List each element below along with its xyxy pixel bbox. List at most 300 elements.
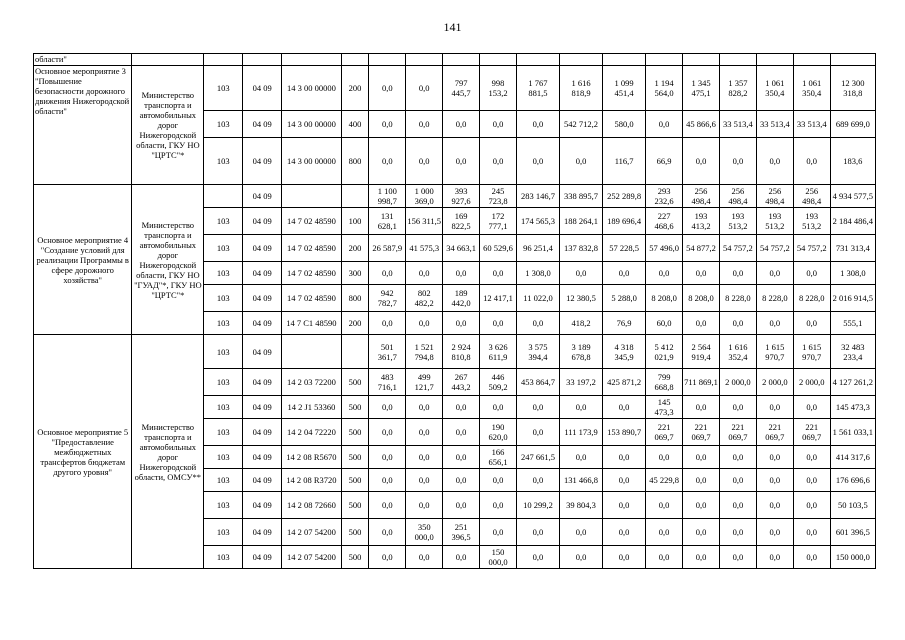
total-cell: 555,1 — [830, 312, 875, 335]
value-cell: 542 712,2 — [560, 111, 603, 138]
value-cell: 0,0 — [516, 519, 559, 546]
value-cell: 0,0 — [683, 262, 720, 285]
value-cell: 8 228,0 — [756, 285, 793, 312]
value-cell: 0,0 — [369, 469, 406, 492]
executor: Министерство транспорта и автомобильных дорог Нижегородской области, ГКУ НО "ГУАД"*, ГКУ НО "ЦРТС"* — [132, 185, 204, 335]
rzpr-cell: 04 09 — [243, 185, 282, 208]
rzpr-cell: 04 09 — [243, 111, 282, 138]
vr-cell: 400 — [341, 111, 369, 138]
value-cell: 0,0 — [480, 111, 517, 138]
value-cell: 153 890,7 — [603, 419, 646, 446]
value-cell: 247 661,5 — [516, 446, 559, 469]
value-cell: 0,0 — [683, 469, 720, 492]
csr-cell: 14 2 03 72200 — [282, 369, 341, 396]
value-cell: 501 361,7 — [369, 335, 406, 369]
total-cell: 32 483 233,4 — [830, 335, 875, 369]
value-cell: 4 318 345,9 — [603, 335, 646, 369]
value-cell: 0,0 — [719, 446, 756, 469]
value-cell: 5 288,0 — [603, 285, 646, 312]
total-cell: 2 184 486,4 — [830, 208, 875, 235]
value-cell: 5 412 021,9 — [646, 335, 683, 369]
value-cell: 1 615 970,7 — [793, 335, 830, 369]
budget-table — [33, 53, 876, 569]
value-cell: 0,0 — [480, 492, 517, 519]
value-cell: 54 757,2 — [793, 235, 830, 262]
rzpr-cell: 04 09 — [243, 369, 282, 396]
value-cell: 0,0 — [793, 469, 830, 492]
value-cell: 0,0 — [480, 138, 517, 185]
value-cell: 711 869,1 — [683, 369, 720, 396]
total-cell: 176 696,6 — [830, 469, 875, 492]
value-cell: 96 251,4 — [516, 235, 559, 262]
value-cell: 1 767 881,5 — [516, 66, 559, 111]
csr-cell: 14 7 C1 48590 — [282, 312, 341, 335]
value-cell: 57 228,5 — [603, 235, 646, 262]
value-cell: 2 000,0 — [793, 369, 830, 396]
value-cell: 393 927,6 — [443, 185, 480, 208]
total-cell: 150 000,0 — [830, 546, 875, 569]
value-cell: 0,0 — [756, 262, 793, 285]
grbs-cell: 103 — [204, 208, 243, 235]
value-cell: 0,0 — [443, 262, 480, 285]
value-cell: 1 061 350,4 — [756, 66, 793, 111]
total-cell: 2 016 914,5 — [830, 285, 875, 312]
vr-cell: 500 — [341, 369, 369, 396]
value-cell: 0,0 — [406, 492, 443, 519]
value-cell: 172 777,1 — [480, 208, 517, 235]
value-cell: 0,0 — [646, 492, 683, 519]
value-cell: 0,0 — [719, 469, 756, 492]
value-cell: 221 069,7 — [646, 419, 683, 446]
grbs-cell: 103 — [204, 546, 243, 569]
csr-cell: 14 2 04 72220 — [282, 419, 341, 446]
value-cell: 802 482,2 — [406, 285, 443, 312]
value-cell: 8 208,0 — [683, 285, 720, 312]
value-cell: 190 620,0 — [480, 419, 517, 446]
value-cell: 0,0 — [443, 546, 480, 569]
header-cell: области" — [34, 54, 132, 66]
total-cell: 145 473,3 — [830, 396, 875, 419]
value-cell: 0,0 — [603, 396, 646, 419]
rzpr-cell: 04 09 — [243, 396, 282, 419]
value-cell: 34 663,1 — [443, 235, 480, 262]
grbs-cell: 103 — [204, 446, 243, 469]
value-cell: 0,0 — [683, 446, 720, 469]
value-cell: 2 924 810,8 — [443, 335, 480, 369]
value-cell: 0,0 — [756, 469, 793, 492]
vr-cell: 200 — [341, 66, 369, 111]
grbs-cell: 103 — [204, 111, 243, 138]
value-cell: 12 380,5 — [560, 285, 603, 312]
value-cell: 137 832,8 — [560, 235, 603, 262]
value-cell: 0,0 — [719, 262, 756, 285]
value-cell: 338 895,7 — [560, 185, 603, 208]
executor: Министерство транспорта и автомобильных дорог Нижегородской области, ОМСУ** — [132, 335, 204, 569]
value-cell: 131 466,8 — [560, 469, 603, 492]
total-cell: 4 934 577,5 — [830, 185, 875, 208]
value-cell: 1 521 794,8 — [406, 335, 443, 369]
value-cell: 0,0 — [443, 446, 480, 469]
value-cell: 193 513,2 — [719, 208, 756, 235]
value-cell: 45 229,8 — [646, 469, 683, 492]
grbs-cell: 103 — [204, 469, 243, 492]
value-cell: 0,0 — [369, 446, 406, 469]
value-cell: 499 121,7 — [406, 369, 443, 396]
total-cell: 689 699,0 — [830, 111, 875, 138]
value-cell: 0,0 — [406, 546, 443, 569]
value-cell: 0,0 — [369, 546, 406, 569]
value-cell: 0,0 — [646, 262, 683, 285]
value-cell: 0,0 — [756, 138, 793, 185]
value-cell: 3 626 611,9 — [480, 335, 517, 369]
value-cell: 0,0 — [369, 519, 406, 546]
csr-cell: 14 2 08 R3720 — [282, 469, 341, 492]
value-cell: 0,0 — [560, 262, 603, 285]
value-cell: 0,0 — [793, 138, 830, 185]
value-cell: 0,0 — [560, 138, 603, 185]
value-cell: 580,0 — [603, 111, 646, 138]
executor: Министерство транспорта и автомобильных дорог Нижегородской области, ГКУ НО "ЦРТС"* — [132, 66, 204, 185]
value-cell: 33 513,4 — [793, 111, 830, 138]
rzpr-cell: 04 09 — [243, 138, 282, 185]
grbs-cell — [204, 185, 243, 208]
rzpr-cell: 04 09 — [243, 285, 282, 312]
value-cell: 0,0 — [719, 396, 756, 419]
rzpr-cell: 04 09 — [243, 262, 282, 285]
value-cell: 60,0 — [646, 312, 683, 335]
value-cell: 0,0 — [443, 138, 480, 185]
value-cell: 797 445,7 — [443, 66, 480, 111]
value-cell: 483 716,1 — [369, 369, 406, 396]
value-cell: 0,0 — [369, 111, 406, 138]
value-cell: 66,9 — [646, 138, 683, 185]
grbs-cell: 103 — [204, 519, 243, 546]
vr-cell: 800 — [341, 138, 369, 185]
table-row — [34, 335, 876, 369]
vr-cell: 500 — [341, 519, 369, 546]
grbs-cell: 103 — [204, 262, 243, 285]
value-cell: 283 146,7 — [516, 185, 559, 208]
grbs-cell: 103 — [204, 419, 243, 446]
value-cell: 0,0 — [793, 446, 830, 469]
value-cell: 0,0 — [683, 492, 720, 519]
value-cell: 256 498,4 — [793, 185, 830, 208]
value-cell: 425 871,2 — [603, 369, 646, 396]
rzpr-cell: 04 09 — [243, 208, 282, 235]
value-cell: 1 345 475,1 — [683, 66, 720, 111]
value-cell: 251 396,5 — [443, 519, 480, 546]
value-cell: 0,0 — [406, 396, 443, 419]
value-cell: 45 866,6 — [683, 111, 720, 138]
value-cell: 799 668,8 — [646, 369, 683, 396]
value-cell: 0,0 — [406, 469, 443, 492]
csr-cell — [282, 185, 341, 208]
value-cell: 150 000,0 — [480, 546, 517, 569]
value-cell: 60 529,6 — [480, 235, 517, 262]
total-cell: 1 561 033,1 — [830, 419, 875, 446]
value-cell: 0,0 — [406, 446, 443, 469]
value-cell: 0,0 — [683, 396, 720, 419]
value-cell: 145 473,3 — [646, 396, 683, 419]
value-cell: 0,0 — [406, 262, 443, 285]
rzpr-cell: 04 09 — [243, 519, 282, 546]
value-cell: 26 587,9 — [369, 235, 406, 262]
value-cell: 0,0 — [406, 138, 443, 185]
vr-cell: 800 — [341, 285, 369, 312]
vr-cell: 500 — [341, 396, 369, 419]
value-cell: 0,0 — [369, 419, 406, 446]
total-cell: 731 313,4 — [830, 235, 875, 262]
value-cell: 418,2 — [560, 312, 603, 335]
value-cell: 0,0 — [516, 138, 559, 185]
value-cell: 0,0 — [516, 312, 559, 335]
value-cell: 0,0 — [560, 396, 603, 419]
value-cell: 0,0 — [646, 519, 683, 546]
value-cell: 0,0 — [603, 519, 646, 546]
value-cell: 1 099 451,4 — [603, 66, 646, 111]
value-cell: 293 232,6 — [646, 185, 683, 208]
value-cell: 1 616 818,9 — [560, 66, 603, 111]
value-cell: 54 877,2 — [683, 235, 720, 262]
value-cell: 174 565,3 — [516, 208, 559, 235]
value-cell: 33 513,4 — [719, 111, 756, 138]
page-number: 141 — [443, 20, 462, 34]
csr-cell: 14 7 02 48590 — [282, 235, 341, 262]
vr-cell — [341, 185, 369, 208]
value-cell: 0,0 — [480, 262, 517, 285]
grbs-cell: 103 — [204, 396, 243, 419]
value-cell: 1 000 369,0 — [406, 185, 443, 208]
rzpr-cell: 04 09 — [243, 469, 282, 492]
vr-cell: 100 — [341, 208, 369, 235]
value-cell: 0,0 — [406, 312, 443, 335]
value-cell: 1 194 564,0 — [646, 66, 683, 111]
csr-cell — [282, 335, 341, 369]
value-cell: 0,0 — [719, 546, 756, 569]
vr-cell: 500 — [341, 546, 369, 569]
value-cell: 998 153,2 — [480, 66, 517, 111]
value-cell: 0,0 — [516, 469, 559, 492]
value-cell: 1 357 828,2 — [719, 66, 756, 111]
value-cell: 0,0 — [683, 546, 720, 569]
value-cell: 0,0 — [756, 446, 793, 469]
value-cell: 57 496,0 — [646, 235, 683, 262]
csr-cell: 14 2 08 72660 — [282, 492, 341, 519]
csr-cell: 14 3 00 00000 — [282, 138, 341, 185]
total-cell: 601 396,5 — [830, 519, 875, 546]
value-cell: 1 308,0 — [516, 262, 559, 285]
value-cell: 41 575,3 — [406, 235, 443, 262]
csr-cell: 14 7 02 48590 — [282, 262, 341, 285]
value-cell: 0,0 — [516, 419, 559, 446]
value-cell: 8 228,0 — [719, 285, 756, 312]
value-cell: 131 628,1 — [369, 208, 406, 235]
value-cell: 0,0 — [683, 138, 720, 185]
value-cell: 252 289,8 — [603, 185, 646, 208]
value-cell: 0,0 — [756, 492, 793, 519]
value-cell: 0,0 — [480, 469, 517, 492]
value-cell: 1 100 998,7 — [369, 185, 406, 208]
activity-name: Основное мероприятие 3 "Повышение безопасности дорожного движения Нижегородской области" — [34, 66, 132, 185]
value-cell: 0,0 — [793, 546, 830, 569]
vr-cell: 500 — [341, 469, 369, 492]
value-cell: 0,0 — [646, 446, 683, 469]
table-row — [34, 185, 876, 208]
value-cell: 0,0 — [683, 312, 720, 335]
value-cell: 188 264,1 — [560, 208, 603, 235]
vr-cell: 300 — [341, 262, 369, 285]
value-cell: 0,0 — [516, 546, 559, 569]
value-cell: 0,0 — [443, 312, 480, 335]
value-cell: 0,0 — [443, 396, 480, 419]
value-cell: 1 061 350,4 — [793, 66, 830, 111]
value-cell: 221 069,7 — [793, 419, 830, 446]
total-cell: 414 317,6 — [830, 446, 875, 469]
csr-cell: 14 2 08 R5670 — [282, 446, 341, 469]
value-cell: 0,0 — [793, 312, 830, 335]
total-cell: 50 103,5 — [830, 492, 875, 519]
value-cell: 76,9 — [603, 312, 646, 335]
value-cell: 256 498,4 — [683, 185, 720, 208]
rzpr-cell: 04 09 — [243, 66, 282, 111]
value-cell: 8 208,0 — [646, 285, 683, 312]
value-cell: 0,0 — [369, 492, 406, 519]
vr-cell: 200 — [341, 312, 369, 335]
value-cell: 0,0 — [719, 519, 756, 546]
value-cell: 0,0 — [443, 419, 480, 446]
value-cell: 0,0 — [793, 519, 830, 546]
value-cell: 0,0 — [480, 519, 517, 546]
value-cell: 193 513,2 — [793, 208, 830, 235]
value-cell: 0,0 — [516, 111, 559, 138]
rzpr-cell: 04 09 — [243, 419, 282, 446]
value-cell: 0,0 — [369, 396, 406, 419]
value-cell: 0,0 — [719, 492, 756, 519]
vr-cell: 500 — [341, 446, 369, 469]
value-cell: 2 564 919,4 — [683, 335, 720, 369]
total-cell: 1 308,0 — [830, 262, 875, 285]
grbs-cell: 103 — [204, 312, 243, 335]
total-cell: 4 127 261,2 — [830, 369, 875, 396]
value-cell: 2 000,0 — [719, 369, 756, 396]
value-cell: 0,0 — [560, 519, 603, 546]
value-cell: 245 723,8 — [480, 185, 517, 208]
value-cell: 0,0 — [603, 546, 646, 569]
value-cell: 3 575 394,4 — [516, 335, 559, 369]
csr-cell: 14 2 J1 53360 — [282, 396, 341, 419]
csr-cell: 14 3 00 00000 — [282, 111, 341, 138]
value-cell: 0,0 — [683, 519, 720, 546]
value-cell: 0,0 — [603, 262, 646, 285]
value-cell: 3 189 678,8 — [560, 335, 603, 369]
value-cell: 0,0 — [756, 519, 793, 546]
csr-cell: 14 2 07 54200 — [282, 546, 341, 569]
rzpr-cell: 04 09 — [243, 312, 282, 335]
value-cell: 0,0 — [646, 546, 683, 569]
total-cell: 183,6 — [830, 138, 875, 185]
value-cell: 0,0 — [756, 396, 793, 419]
grbs-cell: 103 — [204, 138, 243, 185]
value-cell: 0,0 — [603, 469, 646, 492]
value-cell: 2 000,0 — [756, 369, 793, 396]
vr-cell — [341, 335, 369, 369]
value-cell: 942 782,7 — [369, 285, 406, 312]
value-cell: 256 498,4 — [719, 185, 756, 208]
value-cell: 193 513,2 — [756, 208, 793, 235]
value-cell: 33 197,2 — [560, 369, 603, 396]
value-cell: 0,0 — [603, 446, 646, 469]
value-cell: 0,0 — [369, 312, 406, 335]
value-cell: 0,0 — [560, 446, 603, 469]
value-cell: 39 804,3 — [560, 492, 603, 519]
value-cell: 0,0 — [406, 66, 443, 111]
value-cell: 1 615 970,7 — [756, 335, 793, 369]
value-cell: 0,0 — [719, 312, 756, 335]
value-cell: 11 022,0 — [516, 285, 559, 312]
value-cell: 193 413,2 — [683, 208, 720, 235]
value-cell: 267 443,2 — [443, 369, 480, 396]
csr-cell: 14 7 02 48590 — [282, 208, 341, 235]
value-cell: 0,0 — [443, 492, 480, 519]
activity-name: Основное мероприятие 5 "Предоставление межбюджетных трансфертов бюджетам другого уровня" — [34, 335, 132, 569]
value-cell: 0,0 — [646, 111, 683, 138]
value-cell: 116,7 — [603, 138, 646, 185]
csr-cell: 14 3 00 00000 — [282, 66, 341, 111]
value-cell: 0,0 — [516, 396, 559, 419]
value-cell: 0,0 — [793, 492, 830, 519]
csr-cell: 14 2 07 54200 — [282, 519, 341, 546]
csr-cell: 14 7 02 48590 — [282, 285, 341, 312]
value-cell: 12 417,1 — [480, 285, 517, 312]
grbs-cell: 103 — [204, 285, 243, 312]
value-cell: 189 442,0 — [443, 285, 480, 312]
value-cell: 111 173,9 — [560, 419, 603, 446]
value-cell: 0,0 — [793, 262, 830, 285]
value-cell: 1 616 352,4 — [719, 335, 756, 369]
value-cell: 227 468,6 — [646, 208, 683, 235]
value-cell: 169 822,5 — [443, 208, 480, 235]
vr-cell: 500 — [341, 419, 369, 446]
grbs-cell: 103 — [204, 369, 243, 396]
value-cell: 221 069,7 — [719, 419, 756, 446]
value-cell: 33 513,4 — [756, 111, 793, 138]
value-cell: 54 757,2 — [756, 235, 793, 262]
value-cell: 0,0 — [369, 138, 406, 185]
value-cell: 0,0 — [406, 419, 443, 446]
value-cell: 221 069,7 — [683, 419, 720, 446]
value-cell: 446 509,2 — [480, 369, 517, 396]
value-cell: 0,0 — [406, 111, 443, 138]
value-cell: 221 069,7 — [756, 419, 793, 446]
table-row — [34, 66, 876, 111]
value-cell: 0,0 — [603, 492, 646, 519]
value-cell: 8 228,0 — [793, 285, 830, 312]
value-cell: 156 311,5 — [406, 208, 443, 235]
value-cell: 0,0 — [480, 312, 517, 335]
total-cell: 12 300 318,8 — [830, 66, 875, 111]
value-cell: 166 656,1 — [480, 446, 517, 469]
value-cell: 0,0 — [369, 262, 406, 285]
rzpr-cell: 04 09 — [243, 546, 282, 569]
header-row — [34, 54, 876, 66]
grbs-cell: 103 — [204, 235, 243, 262]
vr-cell: 500 — [341, 492, 369, 519]
value-cell: 453 864,7 — [516, 369, 559, 396]
grbs-cell: 103 — [204, 66, 243, 111]
grbs-cell: 103 — [204, 335, 243, 369]
value-cell: 54 757,2 — [719, 235, 756, 262]
value-cell: 256 498,4 — [756, 185, 793, 208]
